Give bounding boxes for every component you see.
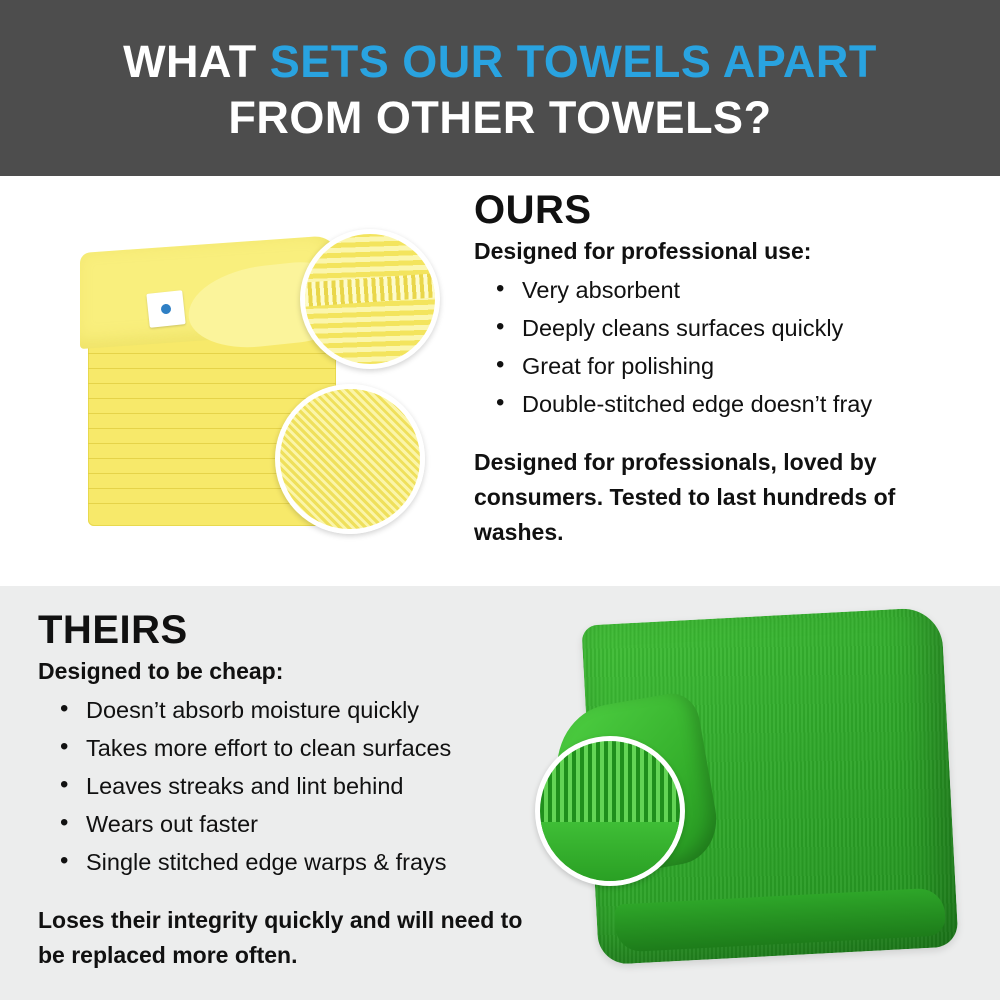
brand-tag [146, 290, 185, 328]
ours-text-block [474, 190, 984, 550]
theirs-product-image [520, 596, 990, 996]
header-title-part-highlight: SETS OUR TOWELS APART [269, 35, 877, 87]
theirs-heading: THEIRS [38, 608, 188, 652]
header-title-line-1 [123, 34, 877, 90]
ours-bullet-list [496, 271, 984, 423]
list-item: • Doesn’t absorb moisture quickly [60, 691, 558, 729]
list-item: • Single stitched edge warps & frays [60, 843, 558, 881]
yellow-towel-weave-zoom-circle [275, 384, 425, 534]
ours-heading: OURS [474, 188, 592, 232]
list-item: • Deeply cleans surfaces quickly [496, 309, 984, 347]
green-towel-edge-zoom-circle [535, 736, 685, 886]
brand-logo-icon [161, 304, 172, 315]
ours-section [0, 176, 1000, 586]
list-item: • Double-stitched edge doesn’t fray [496, 385, 984, 423]
theirs-section [0, 586, 1000, 1000]
theirs-bullet-list [60, 691, 558, 881]
theirs-closing-statement: Loses their integrity quickly and will need to be replaced more often. [38, 907, 523, 969]
header-title-line-2: FROM OTHER TOWELS? [228, 92, 772, 143]
header-title-part-what: WHAT [123, 35, 270, 87]
list-item: • Very absorbent [496, 271, 984, 309]
theirs-subheading: Designed to be cheap: [38, 658, 284, 684]
list-item: • Takes more effort to clean surfaces [60, 729, 558, 767]
yellow-towel-edge-zoom-circle [300, 229, 440, 369]
list-item: • Great for polishing [496, 347, 984, 385]
list-item: • Wears out faster [60, 805, 558, 843]
ours-product-image [30, 194, 460, 569]
ours-subheading: Designed for professional use: [474, 238, 812, 264]
header-banner [0, 0, 1000, 176]
list-item: • Leaves streaks and lint behind [60, 767, 558, 805]
theirs-text-block [38, 610, 558, 973]
ours-closing-statement: Designed for professionals, loved by consumers. Tested to last hundreds of washes. [474, 449, 896, 546]
